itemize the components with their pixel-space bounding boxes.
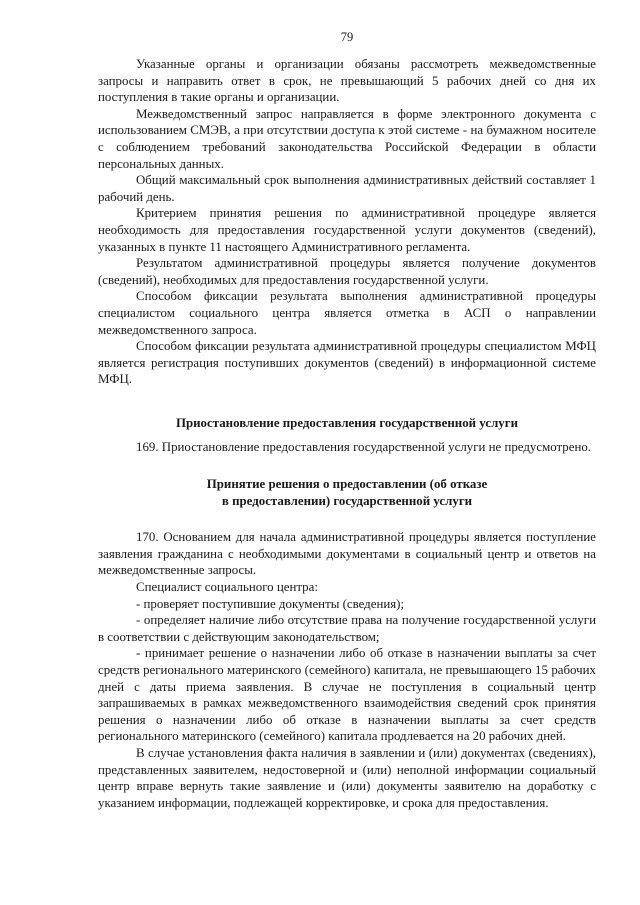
paragraph: Общий максимальный срок выполнения административных действий составляет 1 рабочий день. — [98, 173, 596, 204]
spacer — [98, 431, 596, 439]
paragraph: Специалист социального центра: — [136, 580, 318, 595]
document-body — [98, 56, 596, 811]
paragraph: Межведомственный запрос направляется в форме электронного документа с использованием СМЭВ, а при отсутствии доступа к этой системе - на бумажном носителе с соблюдением требований законодательства Российской Федерации в области персональных данных. — [98, 106, 596, 171]
paragraph-170: 170. Основанием для начала административной процедуры является поступление заявления гражданина с необходимыми документами в социальный центр и ответов на межведомственные запросы. — [98, 530, 596, 578]
paragraph: Способом фиксации результата административной процедуры специалистом МФЦ является регистрация поступивших документов (сведений) в информационной системе МФЦ. — [98, 339, 596, 387]
spacer — [98, 509, 596, 529]
document-page — [98, 0, 596, 905]
page-number: 79 — [340, 30, 354, 44]
spacer — [98, 388, 596, 415]
paragraph: Критерием принятия решения по административной процедуре является необходимость для предоставления государственной услуги документов (сведений), указанных в пункте 11 настоящего Административного регламента. — [98, 206, 596, 254]
section-heading-decision-line2: в предоставлении) государственной услуги — [221, 493, 473, 508]
paragraph: Указанные органы и организации обязаны рассмотреть межведомственные запросы и направить ответ в срок, не превышающий 5 рабочих дней со дня их поступления в такие органы и организации. — [98, 57, 596, 105]
paragraph: Способом фиксации результата выполнения административной процедуры специалистом социального центра является отметка в АСП о направлении межведомственного запроса. — [98, 289, 596, 337]
section-heading-decision-line1: Принятие решения о предоставлении (об отказе — [206, 477, 488, 492]
paragraph-169: 169. Приостановление предоставления государственной услуги не предусмотрено. — [136, 440, 592, 455]
paragraph: Результатом административной процедуры является получение документов (сведений), необходимых для предоставления государственной услуги. — [98, 256, 596, 287]
spacer — [98, 456, 596, 476]
section-heading-suspension: Приостановление предоставления государственной услуги — [175, 415, 519, 430]
list-item: - принимает решение о назначении либо об отказе в назначении выплаты за счет средств регионального материнского (семейного) капитала, не превышающего 15 рабочих дней с даты приема заявления. В случае не поступления в социальный центр запрашиваемых в рамках межведомственного взаимодействия сведений срок принятия решения о назначении либо об отказе в назначении выплаты за счет средств регионального материнского (семейного) капитала продлевается на 20 рабочих дней. — [98, 646, 596, 744]
list-item: - определяет наличие либо отсутствие права на получение государственной услуги в соответствии с действующим законодательством; — [98, 613, 596, 644]
list-item: - проверяет поступившие документы (сведения); — [136, 596, 405, 611]
paragraph: В случае установления факта наличия в заявлении и (или) документах (сведениях), представленных заявителем, недостоверной и (или) неполной информации социальный центр вправе вернуть такие заявление и (или) документы заявителю на доработку с указанием информации, подлежащей корректировке, и срока для предоставления. — [98, 745, 596, 810]
